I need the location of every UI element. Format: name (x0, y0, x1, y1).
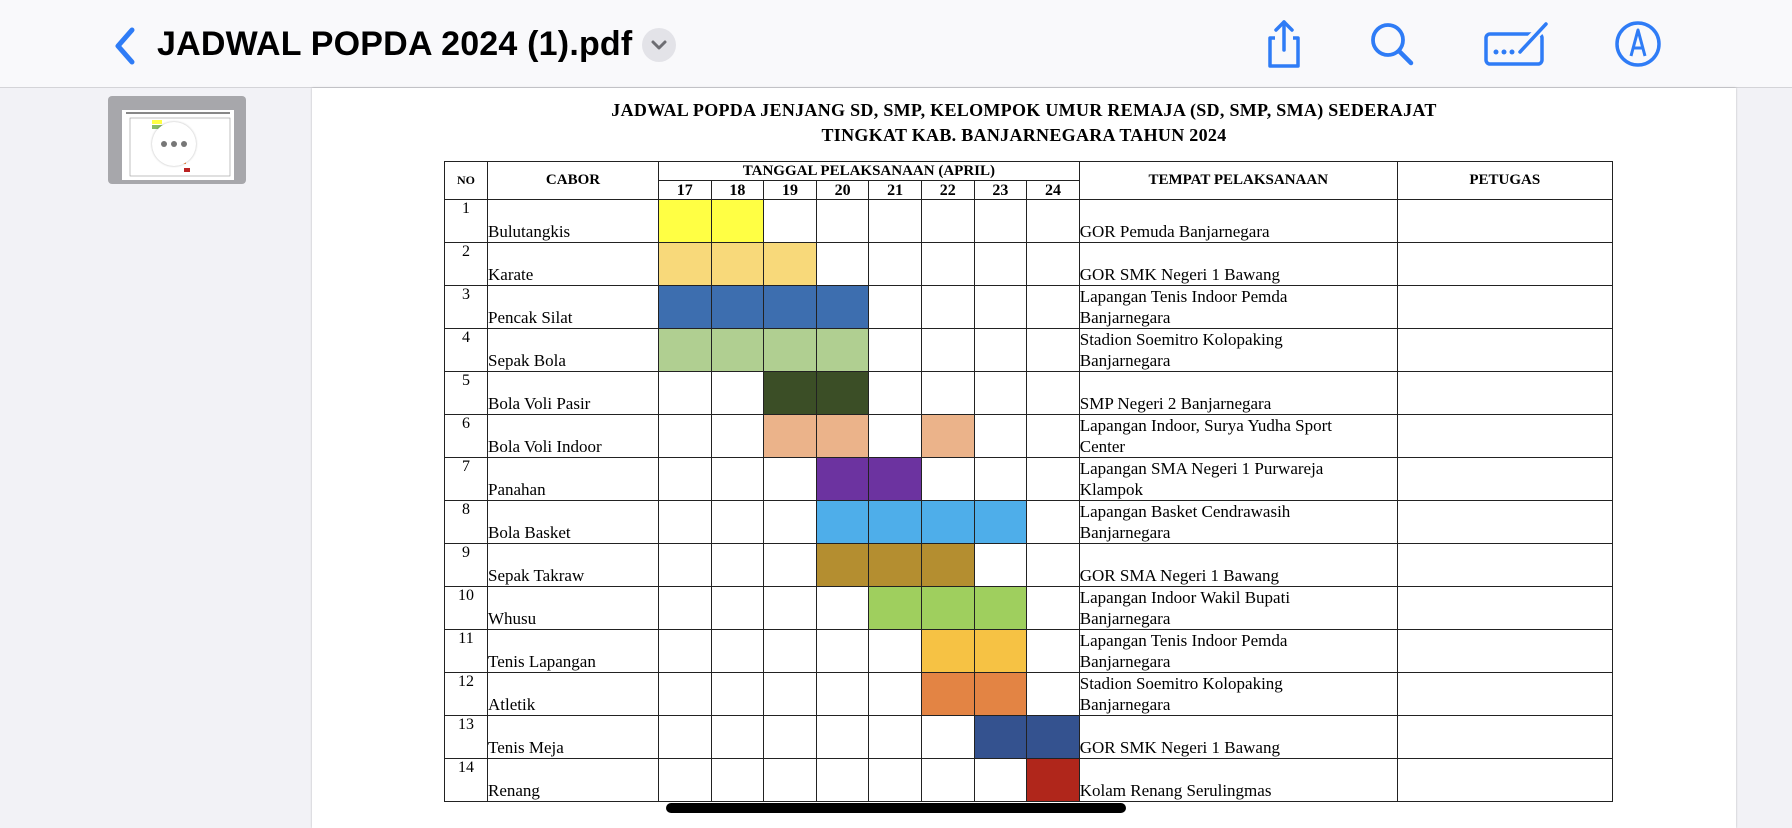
row-number: 3 (445, 286, 488, 329)
schedule-cell (659, 458, 712, 501)
schedule-cell-filled (659, 286, 712, 329)
schedule-cell (711, 458, 764, 501)
cabor-name: Bola Voli Indoor (488, 415, 659, 458)
schedule-cell (816, 243, 869, 286)
header-day: 23 (974, 181, 1027, 200)
schedule-cell-filled (816, 501, 869, 544)
schedule-cell (764, 673, 817, 716)
tempat-line: Banjarnegara (1079, 695, 1171, 714)
schedule-cell (974, 759, 1027, 802)
petugas-cell (1397, 630, 1612, 673)
share-icon[interactable] (1258, 18, 1310, 70)
schedule-cell (974, 544, 1027, 587)
schedule-cell (764, 630, 817, 673)
schedule-cell (764, 716, 817, 759)
cabor-name: Bola Voli Pasir (488, 372, 659, 415)
schedule-cell (921, 372, 974, 415)
tempat-cell (1079, 286, 1397, 329)
schedule-cell (1027, 630, 1080, 673)
tempat-line: Center (1079, 437, 1126, 456)
tempat-cell (1079, 243, 1397, 286)
tempat-line: Banjarnegara (1079, 308, 1171, 327)
schedule-cell (764, 458, 817, 501)
petugas-cell (1397, 458, 1612, 501)
row-number: 10 (445, 587, 488, 630)
petugas-cell (1397, 673, 1612, 716)
schedule-cell-filled (869, 544, 922, 587)
schedule-cell (816, 587, 869, 630)
schedule-cell-filled (764, 329, 817, 372)
tempat-line: Lapangan Basket Cendrawasih (1079, 502, 1291, 521)
schedule-cell (711, 716, 764, 759)
document-heading-line1: JADWAL POPDA JENJANG SD, SMP, KELOMPOK UMUR REMAJA (SD, SMP, SMA) SEDERAJAT (611, 100, 1437, 120)
schedule-cell (659, 673, 712, 716)
petugas-cell (1397, 372, 1612, 415)
thumbnail-sidebar (0, 88, 310, 828)
tempat-line: Klampok (1079, 480, 1144, 499)
schedule-cell (869, 200, 922, 243)
row-number: 12 (445, 673, 488, 716)
schedule-cell (711, 544, 764, 587)
schedule-cell (764, 544, 817, 587)
schedule-cell-filled (974, 630, 1027, 673)
schedule-cell (764, 587, 817, 630)
tempat-line: GOR SMK Negeri 1 Bawang (1079, 265, 1280, 284)
petugas-cell (1397, 243, 1612, 286)
schedule-cell (921, 243, 974, 286)
table-row (445, 501, 1613, 544)
schedule-cell-filled (869, 587, 922, 630)
schedule-cell-filled (974, 501, 1027, 544)
schedule-cell (1027, 200, 1080, 243)
tempat-line: Banjarnegara (1079, 351, 1171, 370)
tempat-line: Banjarnegara (1079, 609, 1171, 628)
petugas-cell (1397, 286, 1612, 329)
schedule-cell (869, 243, 922, 286)
schedule-cell (816, 200, 869, 243)
schedule-cell (711, 630, 764, 673)
tempat-cell (1079, 415, 1397, 458)
table-row (445, 200, 1613, 243)
schedule-cell-filled (816, 458, 869, 501)
schedule-cell (1027, 243, 1080, 286)
tempat-cell (1079, 458, 1397, 501)
schedule-cell (659, 372, 712, 415)
petugas-cell (1397, 716, 1612, 759)
schedule-cell (764, 200, 817, 243)
cabor-name: Renang (488, 759, 659, 802)
tempat-line: Lapangan Tenis Indoor Pemda (1079, 631, 1288, 650)
schedule-cell (921, 458, 974, 501)
schedule-cell-filled (764, 243, 817, 286)
tempat-line: Stadion Soemitro Kolopaking (1079, 330, 1283, 349)
back-chevron-icon[interactable] (108, 24, 144, 68)
schedule-cell-filled (711, 243, 764, 286)
header-day: 18 (711, 181, 764, 200)
schedule-cell (869, 716, 922, 759)
schedule-cell-filled (869, 501, 922, 544)
cabor-name: Sepak Bola (488, 329, 659, 372)
schedule-cell-filled (659, 243, 712, 286)
tempat-cell (1079, 501, 1397, 544)
header-day: 21 (869, 181, 922, 200)
row-number: 8 (445, 501, 488, 544)
table-row (445, 544, 1613, 587)
cabor-name: Pencak Silat (488, 286, 659, 329)
tempat-line: Lapangan Indoor, Surya Yudha Sport (1079, 416, 1332, 435)
schedule-cell (974, 286, 1027, 329)
schedule-cell (1027, 501, 1080, 544)
schedule-cell (974, 200, 1027, 243)
schedule-cell (711, 587, 764, 630)
schedule-cell (1027, 286, 1080, 329)
petugas-cell (1397, 200, 1612, 243)
schedule-cell-filled (921, 415, 974, 458)
markup-icon[interactable] (1482, 18, 1552, 70)
cabor-name: Atletik (488, 673, 659, 716)
schedule-cell (659, 716, 712, 759)
cabor-name: Tenis Lapangan (488, 630, 659, 673)
schedule-cell (659, 759, 712, 802)
cabor-name: Panahan (488, 458, 659, 501)
tempat-line: Lapangan Tenis Indoor Pemda (1079, 287, 1288, 306)
row-number: 6 (445, 415, 488, 458)
table-row (445, 630, 1613, 673)
tempat-line: Banjarnegara (1079, 523, 1171, 542)
tempat-line: GOR SMA Negeri 1 Bawang (1079, 566, 1280, 585)
row-number: 1 (445, 200, 488, 243)
table-row (445, 759, 1613, 802)
top-toolbar (0, 0, 1792, 88)
schedule-cell (921, 286, 974, 329)
tempat-cell (1079, 630, 1397, 673)
tempat-line: Stadion Soemitro Kolopaking (1079, 674, 1283, 693)
schedule-cell-filled (974, 716, 1027, 759)
schedule-cell (659, 501, 712, 544)
row-number: 9 (445, 544, 488, 587)
tempat-cell (1079, 372, 1397, 415)
schedule-cell (1027, 415, 1080, 458)
row-number: 5 (445, 372, 488, 415)
schedule-cell-filled (816, 372, 869, 415)
schedule-cell (974, 415, 1027, 458)
tempat-line: Lapangan Indoor Wakil Bupati (1079, 588, 1291, 607)
pdf-page (312, 88, 1736, 828)
schedule-cell (816, 716, 869, 759)
schedule-cell (869, 673, 922, 716)
petugas-cell (1397, 587, 1612, 630)
schedule-cell-filled (1027, 716, 1080, 759)
tempat-cell (1079, 544, 1397, 587)
schedule-cell-filled (816, 415, 869, 458)
table-row (445, 329, 1613, 372)
schedule-cell-filled (764, 415, 817, 458)
schedule-cell (1027, 458, 1080, 501)
title-dropdown-chevron-icon[interactable] (642, 28, 676, 62)
schedule-cell (921, 200, 974, 243)
table-row (445, 286, 1613, 329)
schedule-table (444, 161, 1613, 802)
schedule-cell-filled (869, 458, 922, 501)
petugas-cell (1397, 759, 1612, 802)
header-day: 19 (764, 181, 817, 200)
tempat-line: Lapangan SMA Negeri 1 Purwareja (1079, 459, 1324, 478)
schedule-cell-filled (921, 630, 974, 673)
row-number: 11 (445, 630, 488, 673)
schedule-cell-filled (711, 200, 764, 243)
schedule-cell (869, 286, 922, 329)
header-day: 22 (921, 181, 974, 200)
schedule-cell-filled (816, 286, 869, 329)
schedule-cell (869, 372, 922, 415)
row-number: 2 (445, 243, 488, 286)
schedule-cell (659, 544, 712, 587)
page-thumbnail[interactable] (108, 96, 246, 184)
schedule-cell (816, 630, 869, 673)
header-tanggal: TANGGAL PELAKSANAAN (APRIL) (659, 162, 1080, 181)
tempat-line: GOR Pemuda Banjarnegara (1079, 222, 1270, 241)
schedule-cell-filled (711, 286, 764, 329)
row-number: 4 (445, 329, 488, 372)
table-row (445, 716, 1613, 759)
tempat-cell (1079, 329, 1397, 372)
schedule-cell (1027, 372, 1080, 415)
tempat-cell (1079, 200, 1397, 243)
schedule-cell (869, 415, 922, 458)
tempat-cell (1079, 759, 1397, 802)
table-row (445, 372, 1613, 415)
schedule-cell-filled (659, 200, 712, 243)
table-row (445, 673, 1613, 716)
schedule-cell (974, 458, 1027, 501)
header-petugas: PETUGAS (1397, 162, 1612, 200)
schedule-cell-filled (921, 673, 974, 716)
schedule-cell (711, 501, 764, 544)
petugas-cell (1397, 329, 1612, 372)
schedule-cell (816, 759, 869, 802)
schedule-cell-filled (921, 544, 974, 587)
header-no: NO (445, 162, 488, 200)
schedule-cell (816, 673, 869, 716)
schedule-cell (764, 501, 817, 544)
annotate-pen-icon[interactable] (1612, 18, 1664, 70)
schedule-cell-filled (974, 587, 1027, 630)
header-day: 17 (659, 181, 712, 200)
schedule-cell-filled (711, 329, 764, 372)
schedule-cell (711, 372, 764, 415)
cabor-name: Karate (488, 243, 659, 286)
cabor-name: Tenis Meja (488, 716, 659, 759)
schedule-cell (1027, 544, 1080, 587)
schedule-cell (974, 329, 1027, 372)
schedule-cell (974, 372, 1027, 415)
tempat-line: GOR SMK Negeri 1 Bawang (1079, 738, 1280, 757)
schedule-body (445, 200, 1613, 802)
document-title[interactable]: JADWAL POPDA 2024 (1).pdf (157, 25, 633, 63)
schedule-cell (711, 759, 764, 802)
schedule-cell-filled (816, 544, 869, 587)
home-indicator[interactable] (666, 803, 1126, 813)
tempat-cell (1079, 673, 1397, 716)
tempat-cell (1079, 716, 1397, 759)
document-heading-line2: TINGKAT KAB. BANJARNEGARA TAHUN 2024 (821, 125, 1227, 145)
schedule-cell (659, 415, 712, 458)
schedule-cell (921, 329, 974, 372)
schedule-cell (1027, 673, 1080, 716)
schedule-cell (974, 243, 1027, 286)
schedule-cell (659, 630, 712, 673)
header-tempat: TEMPAT PELAKSANAAN (1079, 162, 1397, 200)
schedule-cell (764, 759, 817, 802)
schedule-cell-filled (659, 329, 712, 372)
tempat-line: SMP Negeri 2 Banjarnegara (1079, 394, 1272, 413)
search-icon[interactable] (1366, 18, 1418, 70)
schedule-cell-filled (974, 673, 1027, 716)
schedule-cell (711, 673, 764, 716)
schedule-cell (659, 587, 712, 630)
schedule-cell (869, 759, 922, 802)
schedule-cell-filled (921, 587, 974, 630)
schedule-cell-filled (1027, 759, 1080, 802)
schedule-cell (921, 759, 974, 802)
table-row (445, 243, 1613, 286)
cabor-name: Sepak Takraw (488, 544, 659, 587)
more-options-icon[interactable] (152, 122, 196, 166)
table-row (445, 587, 1613, 630)
tempat-cell (1079, 587, 1397, 630)
cabor-name: Whusu (488, 587, 659, 630)
schedule-cell (711, 415, 764, 458)
schedule-cell (921, 716, 974, 759)
table-row (445, 415, 1613, 458)
schedule-cell (869, 329, 922, 372)
row-number: 13 (445, 716, 488, 759)
row-number: 14 (445, 759, 488, 802)
header-cabor: CABOR (488, 162, 659, 200)
header-day: 20 (816, 181, 869, 200)
schedule-cell (869, 630, 922, 673)
cabor-name: Bola Basket (488, 501, 659, 544)
schedule-cell-filled (921, 501, 974, 544)
schedule-cell-filled (764, 372, 817, 415)
schedule-cell-filled (764, 286, 817, 329)
schedule-cell-filled (816, 329, 869, 372)
petugas-cell (1397, 501, 1612, 544)
cabor-name: Bulutangkis (488, 200, 659, 243)
header-day: 24 (1027, 181, 1080, 200)
petugas-cell (1397, 415, 1612, 458)
row-number: 7 (445, 458, 488, 501)
table-row (445, 458, 1613, 501)
petugas-cell (1397, 544, 1612, 587)
tempat-line: Banjarnegara (1079, 652, 1171, 671)
schedule-cell (1027, 587, 1080, 630)
tempat-line: Kolam Renang Serulingmas (1079, 781, 1272, 800)
schedule-cell (1027, 329, 1080, 372)
